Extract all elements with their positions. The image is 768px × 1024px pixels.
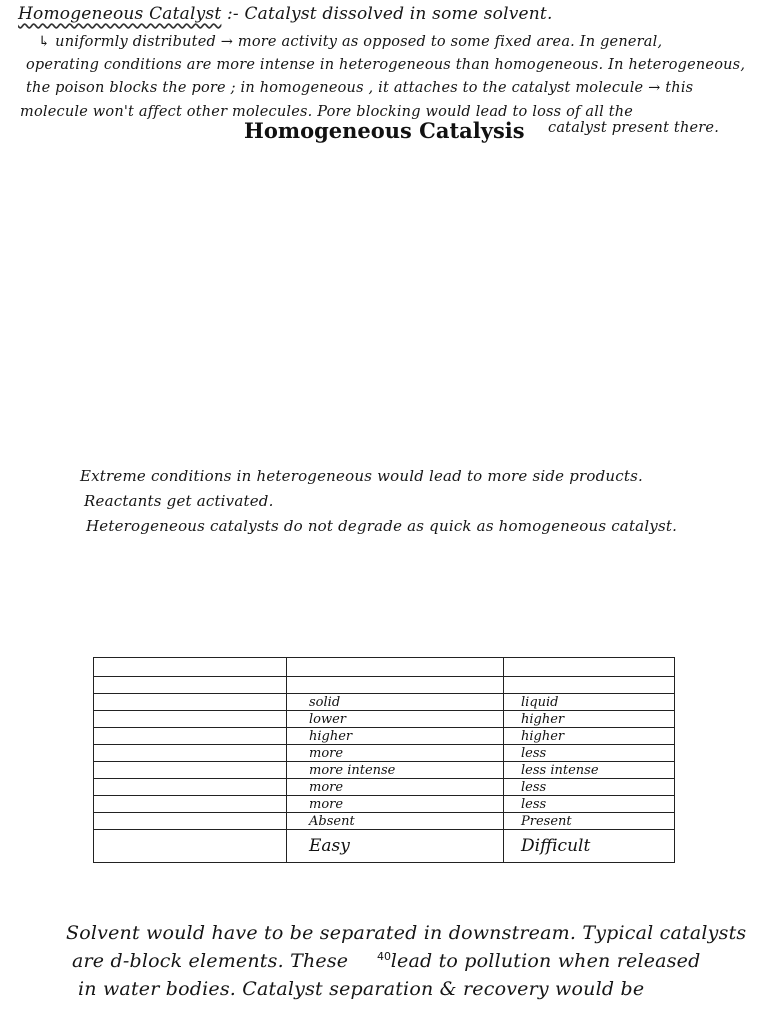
table-cell (504, 658, 675, 677)
note-line: molecule won't affect other molecules. Pore blocking would lead to loss of all the (20, 104, 634, 120)
table-cell (94, 813, 287, 830)
note-line: catalyst present there. (548, 120, 720, 136)
table-cell (504, 677, 675, 694)
table-cell: Difficult (504, 830, 675, 863)
note-fragment: lead to pollution when released (390, 950, 701, 972)
table-cell: higher (504, 711, 675, 728)
comparison-table (93, 657, 675, 863)
table-cell (94, 728, 287, 745)
table-cell (94, 762, 287, 779)
table-cell: less (504, 796, 675, 813)
table-cell (94, 694, 287, 711)
table-cell: more (287, 796, 504, 813)
table-row (94, 813, 675, 830)
table-cell: liquid (504, 694, 675, 711)
note-line: Solvent would have to be separated in downstream. Typical catalysts (66, 922, 747, 944)
note-fragment: are d-block elements. These (72, 950, 349, 972)
note-line: ↳ uniformly distributed → more activity as opposed to some fixed area. In general, (38, 34, 663, 50)
note-line: the poison blocks the pore ; in homogeneous , it attaches to the catalyst molecule → this (26, 80, 694, 96)
page-title: Homogeneous Catalysis (244, 118, 525, 143)
table-cell: more intense (287, 762, 504, 779)
table-header-row (94, 658, 675, 677)
table-cell: Absent (287, 813, 504, 830)
table-row (94, 762, 675, 779)
note-line: Heterogeneous catalysts do not degrade as quick as homogeneous catalyst. (86, 517, 678, 535)
table-cell (94, 711, 287, 728)
table-cell (94, 779, 287, 796)
table-cell: higher (504, 728, 675, 745)
table-cell (94, 745, 287, 762)
table-row (94, 796, 675, 813)
table-row (94, 779, 675, 796)
note-line (18, 4, 553, 24)
note-line: Extreme conditions in heterogeneous would lead to more side products. (80, 467, 643, 485)
table-cell (287, 658, 504, 677)
table-cell (287, 677, 504, 694)
table-cell: lower (287, 711, 504, 728)
table-row (94, 728, 675, 745)
table-cell: more (287, 745, 504, 762)
table-cell: more (287, 779, 504, 796)
table-row (94, 694, 675, 711)
table-row (94, 677, 675, 694)
table-cell: less (504, 745, 675, 762)
table-cell (94, 658, 287, 677)
note-line: operating conditions are more intense in heterogeneous than homogeneous. In heterogeneous, (26, 57, 746, 73)
table-cell: Present (504, 813, 675, 830)
table-cell: less (504, 779, 675, 796)
table-cell (94, 830, 287, 863)
page-number: 40 (377, 950, 391, 963)
term-homogeneous-catalyst: Homogeneous Catalyst (18, 4, 222, 24)
table-row (94, 745, 675, 762)
table-cell: less intense (504, 762, 675, 779)
table-cell: higher (287, 728, 504, 745)
table-cell: Easy (287, 830, 504, 863)
table-row (94, 711, 675, 728)
note-line: in water bodies. Catalyst separation & recovery would be (78, 978, 645, 1000)
table-cell (94, 796, 287, 813)
table-cell: solid (287, 694, 504, 711)
table-cell (94, 677, 287, 694)
note-line: Reactants get activated. (84, 492, 274, 510)
table-row (94, 830, 675, 863)
definition-text: :- Catalyst dissolved in some solvent. (227, 4, 553, 24)
